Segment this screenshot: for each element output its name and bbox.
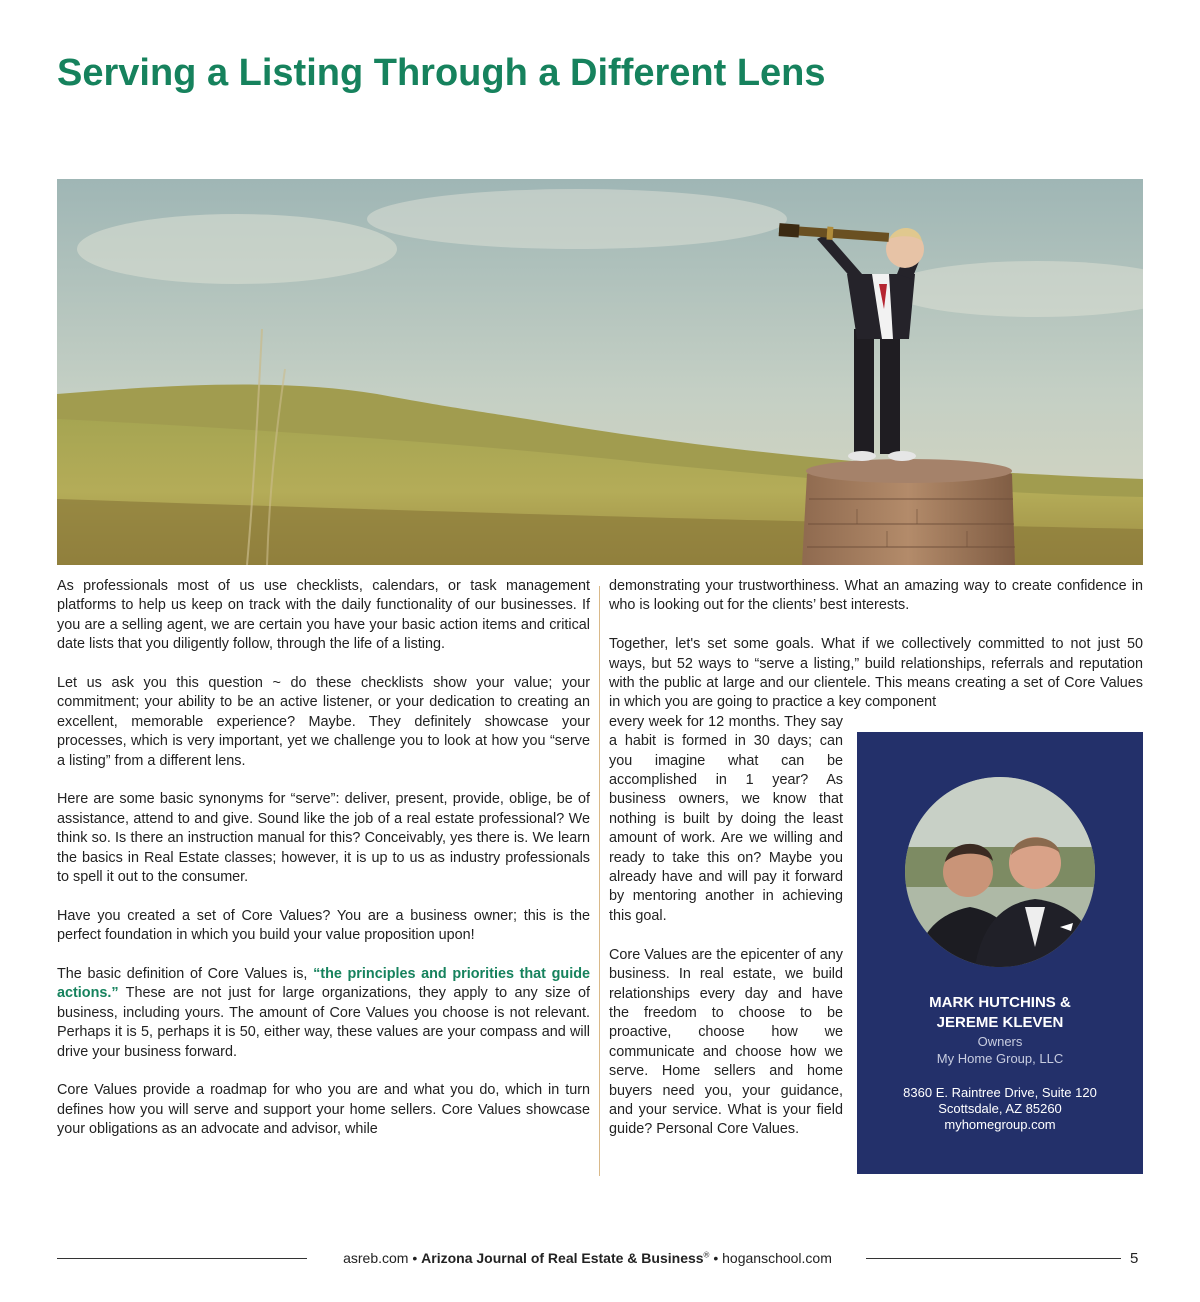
registered-mark: ® (703, 1250, 710, 1260)
paragraph: Let us ask you this question ~ do these checklists show your value; your commitment; your ability to be an active listener, or your dedication to creating an excellent, memorable experience? Maybe. They definitely showcase your processes, which is very important, yet we challenge you to look at how you “serve a listing” from a different lens. (57, 675, 590, 769)
highlighted-quote: “the principles and priorities that guide actions.” (57, 966, 590, 1002)
column-divider (599, 586, 600, 1176)
text-run: The basic definition of Core Values is, (57, 966, 314, 983)
footer-separator: • (713, 1250, 719, 1266)
paragraph: Here are some basic synonyms for “serve”: deliver, present, provide, oblige, be of assistance, attend to and give. Sound like the job of a real estate professional? We think so. Is there an instruction manual for this? Conceivably, yes there is. We learn the basics in Real Estate classes; however, it is up to us as industry professionals to spell it out to the consumer. (57, 791, 590, 886)
address-line: 8360 E. Raintree Drive, Suite 120 (903, 1085, 1097, 1100)
author-role: Owners (977, 1034, 1023, 1049)
left-column (57, 577, 590, 1159)
text-run: These are not just for large organizations, they apply to any size of business, including yours. The amount of Core Values you choose is not relevant. Perhaps it is 5, perhaps it is 50, either way, these values are your compass and will drive your business forward. (57, 985, 590, 1060)
author-card (857, 732, 1143, 1174)
author-names (857, 993, 1143, 1033)
address-line: Scottsdale, AZ 85260 (938, 1101, 1062, 1116)
footer-rule-right (866, 1258, 1121, 1259)
paragraph: Have you created a set of Core Values? You are a business owner; this is the perfect foundation in which you build your value proposition upon! (57, 907, 590, 944)
author-address (857, 1085, 1143, 1133)
author-name-line: MARK HUTCHINS & (929, 994, 1071, 1011)
paragraph: As professionals most of us use checklists, calendars, or task management platforms to help us keep on track with the daily functionality of our businesses. If you are a selling agent, we are certain you have your basic action items and critical date lists that you diligently follow, through the life of a listing. (57, 578, 590, 653)
paragraph: Core Values provide a roadmap for who you are and what you do, which in turn defines how you will serve and support your home sellers. Core Values showcase your obligations as an advocate and advisor, while (57, 1082, 590, 1138)
paragraph: Core Values are the epicenter of any business. In real estate, we build relationships every day and have the freedom to choose to be proactive, choose how we communicate and choose how we serve. Home sellers and home buyers need you, your guidance, and your service. What is your field guide? Personal Core Values. (609, 946, 843, 1138)
footer-journal: Arizona Journal of Real Estate & Business (421, 1250, 704, 1266)
footer-separator: • (412, 1250, 418, 1266)
paragraph-core-values-definition (57, 965, 590, 1062)
website-link[interactable]: myhomegroup.com (944, 1117, 1056, 1132)
paragraph: demonstrating your trustworthiness. What an amazing way to create confidence in who is looking out for the clients’ best interests. (609, 578, 1143, 614)
author-company: My Home Group, LLC (936, 1051, 1064, 1066)
hero-image (57, 179, 1143, 565)
footer-site-link[interactable]: hoganschool.com (722, 1250, 832, 1266)
paragraph: every week for 12 months. They say a habit is formed in 30 days; can you imagine what can be accomplished in 1 year? As business owners, we know that nothing is built by doing the least amount of work. Are we willing and ready to take this on? Maybe you already have and will pay it forward by mentoring another in achieving this goal. (609, 713, 843, 924)
footer (310, 1250, 865, 1266)
footer-site-link[interactable]: asreb.com (343, 1250, 409, 1266)
paragraph: Together, let's set some goals. What if we collectively committed to not just 50 ways, but 52 ways to “serve a listing,” build relationships, referrals and reputation with the public at large and our clientele. This means creating a set of Core Values in which you are going to practice a key component (609, 636, 1143, 711)
author-name-line: JEREME KLEVEN (936, 1014, 1064, 1031)
author-photo (905, 777, 1095, 967)
page-number: 5 (1130, 1250, 1139, 1267)
footer-rule-left (57, 1258, 307, 1259)
page-title: Serving a Listing Through a Different Lens (57, 52, 826, 94)
